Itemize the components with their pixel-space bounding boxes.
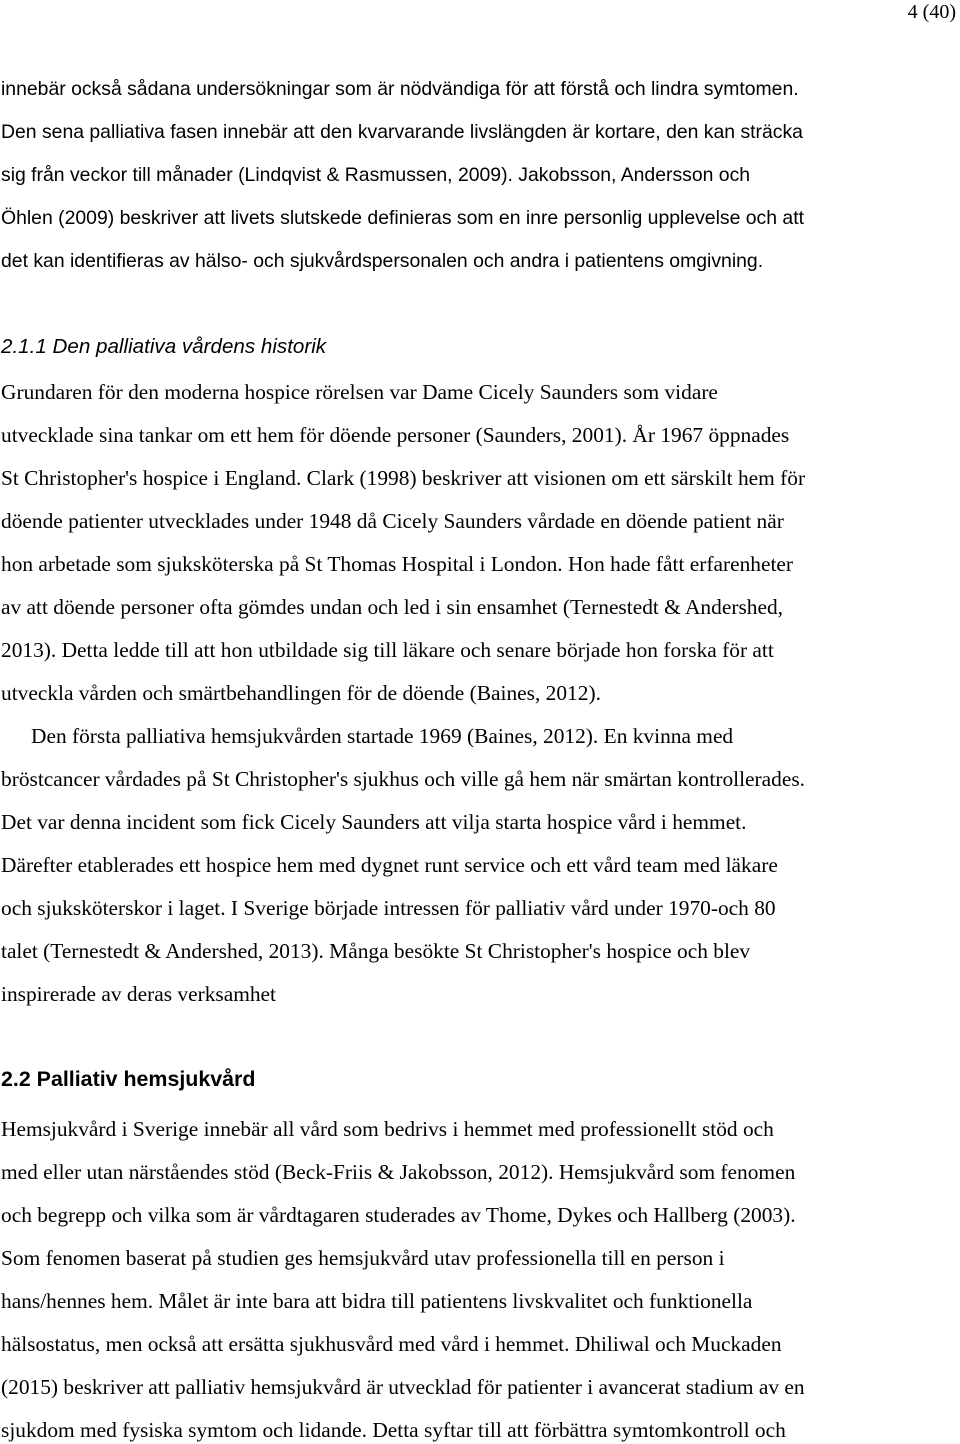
body-text-line: utveckla vården och smärtbehandlingen för de döende (Baines, 2012). [1, 681, 601, 705]
body-text-line: innebär också sådana undersökningar som är nödvändiga för att förstå och lindra symtomen. [1, 78, 799, 100]
body-text-line: av att döende personer ofta gömdes undan och led i sin ensamhet (Ternestedt & Andershed, [1, 595, 783, 619]
body-text-line: bröstcancer vårdades på St Christopher's sjukhus och ville gå hem när smärtan kontrollerades. [1, 767, 805, 791]
body-text-line: sig från veckor till månader (Lindqvist & Rasmussen, 2009). Jakobsson, Andersson och [1, 164, 751, 186]
body-text-line: det kan identifieras av hälso- och sjukvårdspersonalen och andra i patientens omgivning. [1, 250, 764, 272]
body-text-line: Öhlen (2009) beskriver att livets slutskede definieras som en inre personlig upplevelse och att [1, 207, 804, 229]
body-text-line: St Christopher's hospice i England. Clark (1998) beskriver att visionen om ett särskilt hem för [1, 466, 806, 490]
body-text-line: utvecklade sina tankar om ett hem för döende personer (Saunders, 2001). År 1967 öppnades [1, 423, 790, 447]
section-heading-2-2: 2.2 Palliativ hemsjukvård [1, 1067, 256, 1091]
body-text-line: och sjuksköterskor i laget. I Sverige började intressen för palliativ vård under 1970-och 80 [1, 896, 776, 920]
body-text-line: Den sena palliativa fasen innebär att den kvarvarande livslängden är kortare, den kan sträcka [1, 121, 803, 143]
section-heading-2-1-1: 2.1.1 Den palliativa vårdens historik [1, 335, 327, 358]
body-text-line: inspirerade av deras verksamhet [1, 982, 276, 1006]
body-text-line: hälsostatus, men också att ersätta sjukhusvård med vård i hemmet. Dhiliwal och Muckaden [1, 1332, 782, 1356]
body-text-line: 2013). Detta ledde till att hon utbildade sig till läkare och senare började hon forska för att [1, 638, 774, 662]
body-text-line: Det var denna incident som fick Cicely Saunders att vilja starta hospice vård i hemmet. [1, 810, 747, 834]
body-text-line: talet (Ternestedt & Andershed, 2013). Många besökte St Christopher's hospice och blev [1, 939, 751, 963]
body-text-line: Hemsjukvård i Sverige innebär all vård som bedrivs i hemmet med professionellt stöd och [1, 1117, 774, 1141]
page-number: 4 (40) [907, 1, 956, 23]
body-text-line: sjukdom med fysiska symtom och lidande. Detta syftar till att förbättra symtomkontroll och [1, 1418, 786, 1442]
body-text-line: hon arbetade som sjuksköterska på St Thomas Hospital i London. Hon hade fått erfarenheter [1, 552, 794, 576]
body-text-line: och begrepp och vilka som är vårdtagaren studerades av Thome, Dykes och Hallberg (2003). [1, 1203, 796, 1227]
body-text-line: med eller utan närståendes stöd (Beck-Friis & Jakobsson, 2012). Hemsjukvård som fenomen [1, 1160, 796, 1184]
body-text-line: (2015) beskriver att palliativ hemsjukvård är utvecklad för patienter i avancerat stadium av en [1, 1375, 805, 1399]
body-text-line-indented: Den första palliativa hemsjukvården startade 1969 (Baines, 2012). En kvinna med [31, 724, 734, 748]
body-text-line: Grundaren för den moderna hospice rörelsen var Dame Cicely Saunders som vidare [1, 380, 718, 404]
body-text-line: Som fenomen baserat på studien ges hemsjukvård utav professionella till en person i [1, 1246, 725, 1270]
body-text-line: Därefter etablerades ett hospice hem med dygnet runt service och ett vård team med läkare [1, 853, 778, 877]
body-text-line: döende patienter utvecklades under 1948 då Cicely Saunders vårdade en döende patient när [1, 509, 784, 533]
body-text-line: hans/hennes hem. Målet är inte bara att bidra till patientens livskvalitet och funktionella [1, 1289, 753, 1313]
